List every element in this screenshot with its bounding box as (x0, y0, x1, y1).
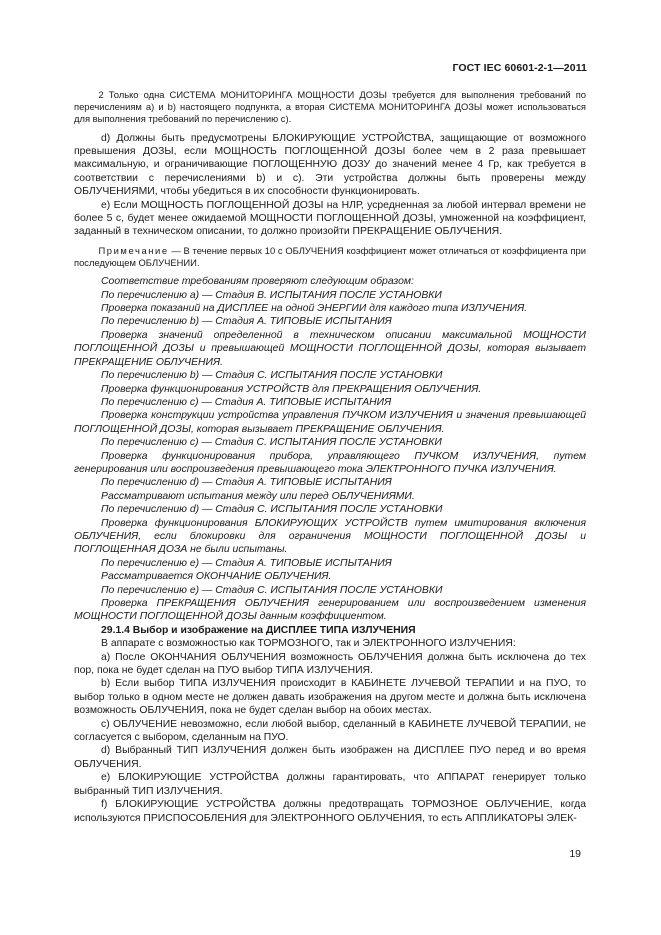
compliance-line: По перечислению e) — Стадия C. ИСПЫТАНИЯ ПОСЛЕ УСТАНОВКИ (101, 584, 443, 596)
page-body (74, 89, 586, 825)
item-d2: d) Выбранный ТИП ИЗЛУЧЕНИЯ должен быть изображен на ДИСПЛЕЕ ПУО перед и во время ОБЛУЧЕНИЯ. (74, 745, 586, 770)
item-f2: f) БЛОКИРУЮЩИЕ УСТРОЙСТВА должны предотвращать ТОРМОЗНОЕ ОБЛУЧЕНИЕ, когда используются ПРИСПОСОБЛЕНИЯ для ЭЛЕКТРОННОГО ОБЛУЧЕНИЯ, то есть АППЛИКАТОРЫ ЭЛЕК- (74, 799, 586, 824)
compliance-line: Проверка ПРЕКРАЩЕНИЯ ОБЛУЧЕНИЯ генерированием или воспроизведением изменения МОЩНОСТИ ПОГЛОЩЕННОЙ ДОЗЫ данным коэффициентом. (74, 598, 586, 623)
section-heading: 29.1.4 Выбор и изображение на ДИСПЛЕЕ ТИПА ИЗЛУЧЕНИЯ (101, 624, 416, 636)
note-text: — В течение первых 10 с ОБЛУЧЕНИЯ коэффициент может отличаться от коэффициента при последующем ОБЛУЧЕНИИ. (74, 244, 586, 269)
compliance-line: Проверка показаний на ДИСПЛЕЕ на одной ЭНЕРГИИ для каждого типа ИЗЛУЧЕНИЯ. (101, 303, 528, 315)
compliance-line: По перечислению b) — Стадия A. ТИПОВЫЕ ИСПЫТАНИЯ (101, 316, 392, 328)
compliance-line: Рассматривается ОКОНЧАНИЕ ОБЛУЧЕНИЯ. (101, 571, 332, 583)
compliance-line: По перечислению c) — Стадия A. ТИПОВЫЕ ИСПЫТАНИЯ (101, 396, 392, 408)
compliance-line: По перечислению d) — Стадия A. ТИПОВЫЕ ИСПЫТАНИЯ (101, 477, 392, 489)
compliance-line: По перечислению a) — Стадия B. ИСПЫТАНИЯ ПОСЛЕ УСТАНОВКИ (101, 289, 442, 301)
compliance-block (74, 275, 586, 624)
compliance-line: Проверка функционирования УСТРОЙСТВ для ПРЕКРАЩЕНИЯ ОБЛУЧЕНИЯ. (101, 383, 482, 395)
section-intro: В аппарате с возможностью как ТОРМОЗНОГО, так и ЭЛЕКТРОННОГО ИЗЛУЧЕНИЯ: (101, 638, 516, 650)
item-d: d) Должны быть предусмотрены БЛОКИРУЮЩИЕ УСТРОЙСТВА, защищающие от возможного превышения ДОЗЫ, если МОЩНОСТЬ ПОГЛОЩЕННОЙ ДОЗЫ более чем в 2 раза превышает максимальную, и ограничивающие ПОГЛОЩЕННУЮ ДОЗУ до значений менее 4 Гр, как требуется в соответствии с перечислениями b) и c). Эти устройства должны быть проверены между ОБЛУЧЕНИЯМИ, чтобы убедиться в их способности функционировать. (74, 132, 586, 198)
compliance-line: Проверка значений определенной в техническом описании максимальной МОЩНОСТИ ПОГЛОЩЕННОЙ ДОЗЫ и превышающей МОЩНОСТИ ПОГЛОЩЕННОЙ ДОЗЫ, которая вызывает ПРЕКРАЩЕНИЕ ОБЛУЧЕНИЯ. (74, 329, 586, 368)
note (74, 245, 586, 269)
item-a2: a) После ОКОНЧАНИЯ ОБЛУЧЕНИЯ возможность ОБЛУЧЕНИЯ должна быть исключена до тех пор, пока не будет сделан на ПУО выбор ТИПА ИЗЛУЧЕНИЯ. (74, 651, 586, 677)
note-2: 2 Только одна СИСТЕМА МОНИТОРИНГА МОЩНОСТИ ДОЗЫ требуется для выполнения требований по перечислениям a) и b) настоящего подпункта, а вторая СИСТЕМА МОНИТОРИНГА ДОЗЫ может использоваться для выполнения требований по перечислению c). (74, 89, 586, 125)
note-label: Примечание (98, 244, 169, 256)
item-e: e) Если МОЩНОСТЬ ПОГЛОЩЕННОЙ ДОЗЫ на НЛР, усредненная за любой интервал времени не более 5 с, будет менее ожидаемой МОЩНОСТИ ПОГЛОЩЕННОЙ ДОЗЫ, умноженной на коэффициент, заданный в техническом описании, то должно произойти ПРЕКРАЩЕНИЕ ОБЛУЧЕНИЯ. (74, 199, 586, 238)
standard-header: ГОСТ IEC 60601-2-1—2011 (452, 62, 587, 74)
compliance-line: По перечислению b) — Стадия C. ИСПЫТАНИЯ ПОСЛЕ УСТАНОВКИ (101, 370, 443, 382)
compliance-line: Соответствие требованиям проверяют следующим образом: (101, 276, 414, 288)
item-b2: b) Если выбор ТИПА ИЗЛУЧЕНИЯ происходит в КАБИНЕТЕ ЛУЧЕВОЙ ТЕРАПИИ и на ПУО, то выбор только в одном месте не должен давать изображения на другом месте и должна быть исключена возможность ОБЛУЧЕНИЯ, пока не будет сделан выбор на обоих местах. (74, 678, 586, 717)
compliance-line: Рассматривают испытания между или перед ОБЛУЧЕНИЯМИ. (101, 490, 415, 502)
item-e2: e) БЛОКИРУЮЩИЕ УСТРОЙСТВА должны гарантировать, что АППАРАТ генерирует только выбранный ТИП ИЗЛУЧЕНИЯ. (74, 772, 586, 797)
compliance-line: По перечислению d) — Стадия C. ИСПЫТАНИЯ ПОСЛЕ УСТАНОВКИ (101, 504, 443, 516)
compliance-line: По перечислению e) — Стадия A. ТИПОВЫЕ ИСПЫТАНИЯ (101, 557, 392, 569)
compliance-line: Проверка функционирования БЛОКИРУЮЩИХ УСТРОЙСТВ путем имитирования включения ОБЛУЧЕНИЯ, если блокировки для ограничения МОЩНОСТИ ПОГЛОЩЕННОЙ ДОЗЫ и ПОГЛОЩЕННАЯ ДОЗА не были испытаны. (74, 517, 586, 556)
compliance-line: По перечислению c) — Стадия C. ИСПЫТАНИЯ ПОСЛЕ УСТАНОВКИ (101, 437, 442, 449)
item-c2: c) ОБЛУЧЕНИЕ невозможно, если любой выбор, сделанный в КАБИНЕТЕ ЛУЧЕВОЙ ТЕРАПИИ, не согласуется с выбором, сделанным на ПУО. (74, 718, 586, 744)
compliance-line: Проверка конструкции устройства управления ПУЧКОМ ИЗЛУЧЕНИЯ и значения превышающей ПОГЛОЩЕННОЙ ДОЗЫ, которая вызывает ПРЕКРАЩЕНИЕ ОБЛУЧЕНИЯ. (74, 410, 586, 435)
compliance-line: Проверка функционирования прибора, управляющего ПУЧКОМ ИЗЛУЧЕНИЯ, путем генерирования или воспроизведения превышающего тока ЭЛЕКТРОННОГО ПУЧКА ИЗЛУЧЕНИЯ. (74, 450, 586, 475)
page-number: 19 (569, 848, 581, 860)
